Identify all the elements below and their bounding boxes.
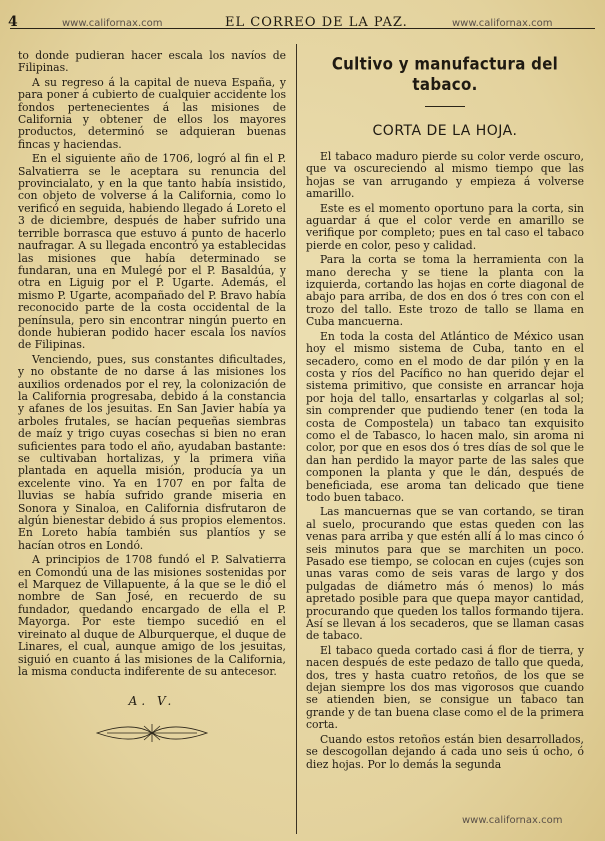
paragraph: En el siguiente año de 1706, logró al fin el P. Salvatierra se le aceptara su renuncia del provincialato, y en la que tanto había insistido, con objeto de volverse á la California, como lo verificó en seguida, habiendo llegado á Loreto el 3 de diciembre, después de haber sufrido una terrible borrasca que estuvo á punto de hacerlo naufragar. A su llegada encontró ya establecidas las misiones que había determinado se fundaran, una en Mulegé por el P. Basaldúa, y otra en Liguig por el P. Ugarte. Además, el mismo P. Ugarte, acompañado del P. Bravo había reconocido parte de la costa occidental de la península, pero sin encontrar ningún puerto en donde hubieran podido hacer escala los navíos de Filipinas. — [18, 152, 286, 352]
paragraph: Venciendo, pues, sus constantes dificultades, y no obstante de no darse á las misiones los auxilios ordenados por el rey, la colonización de la California progresaba, debido á la constancia y afanes de los jesuitas. En San Javier había ya arboles frutales, se hacían pequeñas siembras de maíz y trigo cuyas cosechas si bien no eran suficientes para todo el año, ayudaban bastante: se cultivaban hortalizas, y la primera viña plantada en aquella misión, producía ya un excelente vino. Ya en 1707 en por falta de lluvias se había sufrido grande miseria en Sonora y Sinaloa, en California disfrutaron de algún bienestar debido á sus propios elementos. En Loreto había también sus plantíos y se hacían otros en Londó. — [18, 352, 286, 552]
paragraph: El tabaco maduro pierde su color verde oscuro, que va oscureciendo al mismo tiempo que las hojas se van arrugando y empieza á volverse amarillo. — [306, 150, 584, 201]
page-number: 4 — [8, 14, 18, 30]
right-column — [306, 50, 584, 771]
paragraph: A principios de 1708 fundó el P. Salvatierra en Comondú una de las misiones sostenidas por el Marquez de Villapuente, á la que se le dió el nombre de San José, en recuerdo de su fundador, quedando encargado de ella el P. Mayorga. Por este tiempo sucedió en el vireinato al duque de Alburquerque, el duque de Linares, el cual, aunque amigo de los jesuitas, siguió en cuanto á las misiones de la California, la misma conducta indiferente de su antecesor. — [18, 553, 286, 678]
watermark-bottom: www.californax.com — [462, 815, 563, 826]
watermark-left: www.californax.com — [62, 18, 163, 29]
watermark-right: www.californax.com — [452, 18, 553, 29]
title-rule — [425, 106, 465, 107]
section-subtitle: CORTA DE LA HOJA. — [372, 123, 518, 139]
paragraph: Este es el momento oportuno para la corta, sin aguardar á que el color verde en amarillo se verifique por completo; pues en tal caso el tabaco pierde en color, peso y calidad. — [306, 201, 584, 252]
masthead: EL CORREO DE LA PAZ. — [225, 15, 408, 30]
author-signature: A. V. — [128, 694, 176, 709]
paragraph: En toda la costa del Atlántico de México usan hoy el mismo sistema de Cuba, tanto en el secadero, como en el modo de dar pilón y en la costa y ríos del Pacífico no han querido dejar el sistema primitivo, que consiste en arrancar hoja por hoja del tallo, ensartarlas y colgarlas al sol; sin comprender que pudiendo tener (en toda la costa de Compostela) un tabaco tan exquisito como el de Tabasco, lo hacen malo, sin aroma ni color, por que en esos dos ó tres días de sol que le dan han perdido la mayor parte de las sales que componen la planta y que le dán, después de beneficiada, ese aroma tan delicado que tiene todo buen tabaco. — [306, 329, 584, 504]
article-title: Cultivo y manufactura del tabaco. — [331, 53, 559, 95]
paragraph: El tabaco queda cortado casi á flor de tierra, y nacen después de este pedazo de tallo que queda, dos, tres y hasta cuatro retoños, de los que se dejan siempre los dos mas vigorosos que cuando se atienden bien, se consigue un tabaco tan grande y de tan buena clase como el de la primera corta. — [306, 643, 584, 732]
column-divider — [296, 44, 297, 834]
paragraph: A su regreso á la capital de nueva España, y para poner á cubierto de cualquier accidente los fondos pertenecientes á las misiones de California y obtener de ellos los mayores productos, determinó se adquieran buenas fincas y haciendas. — [18, 75, 286, 151]
paragraph: to donde pudieran hacer escala los navíos de Filipinas. — [18, 49, 286, 75]
paragraph: Las mancuernas que se van cortando, se tiran al suelo, procurando que estas queden con las venas para arriba y que estén allí á lo mas cinco ó seis minutos para que se marchiten un poco. Pasado ese tiempo, se colocan en cujes (cujes son unas varas como de seis varas de largo y dos pulgadas de diámetro más ó menos) lo más apretado posible para que quepa mayor cantidad, procurando que queden los tallos formando tijera. Así se llevan á los secaderos, que se llaman casas de tabaco. — [306, 505, 584, 643]
paragraph: Cuando estos retoños están bien desarrollados, se descogollan dejando á cada uno seis ú ocho, ó diez hojas. Por lo demás la segunda — [306, 732, 584, 771]
left-column — [18, 50, 286, 744]
paragraph: Para la corta se toma la herramienta con la mano derecha y se tiene la planta con la izquierda, cortando las hojas en corte diagonal de abajo para arriba, de dos en dos ó tres con con el trozo del tallo. Este trozo de tallo se llama en Cuba mancuerna. — [306, 253, 584, 329]
ornament-icon — [92, 722, 212, 744]
header-rule — [10, 28, 595, 29]
